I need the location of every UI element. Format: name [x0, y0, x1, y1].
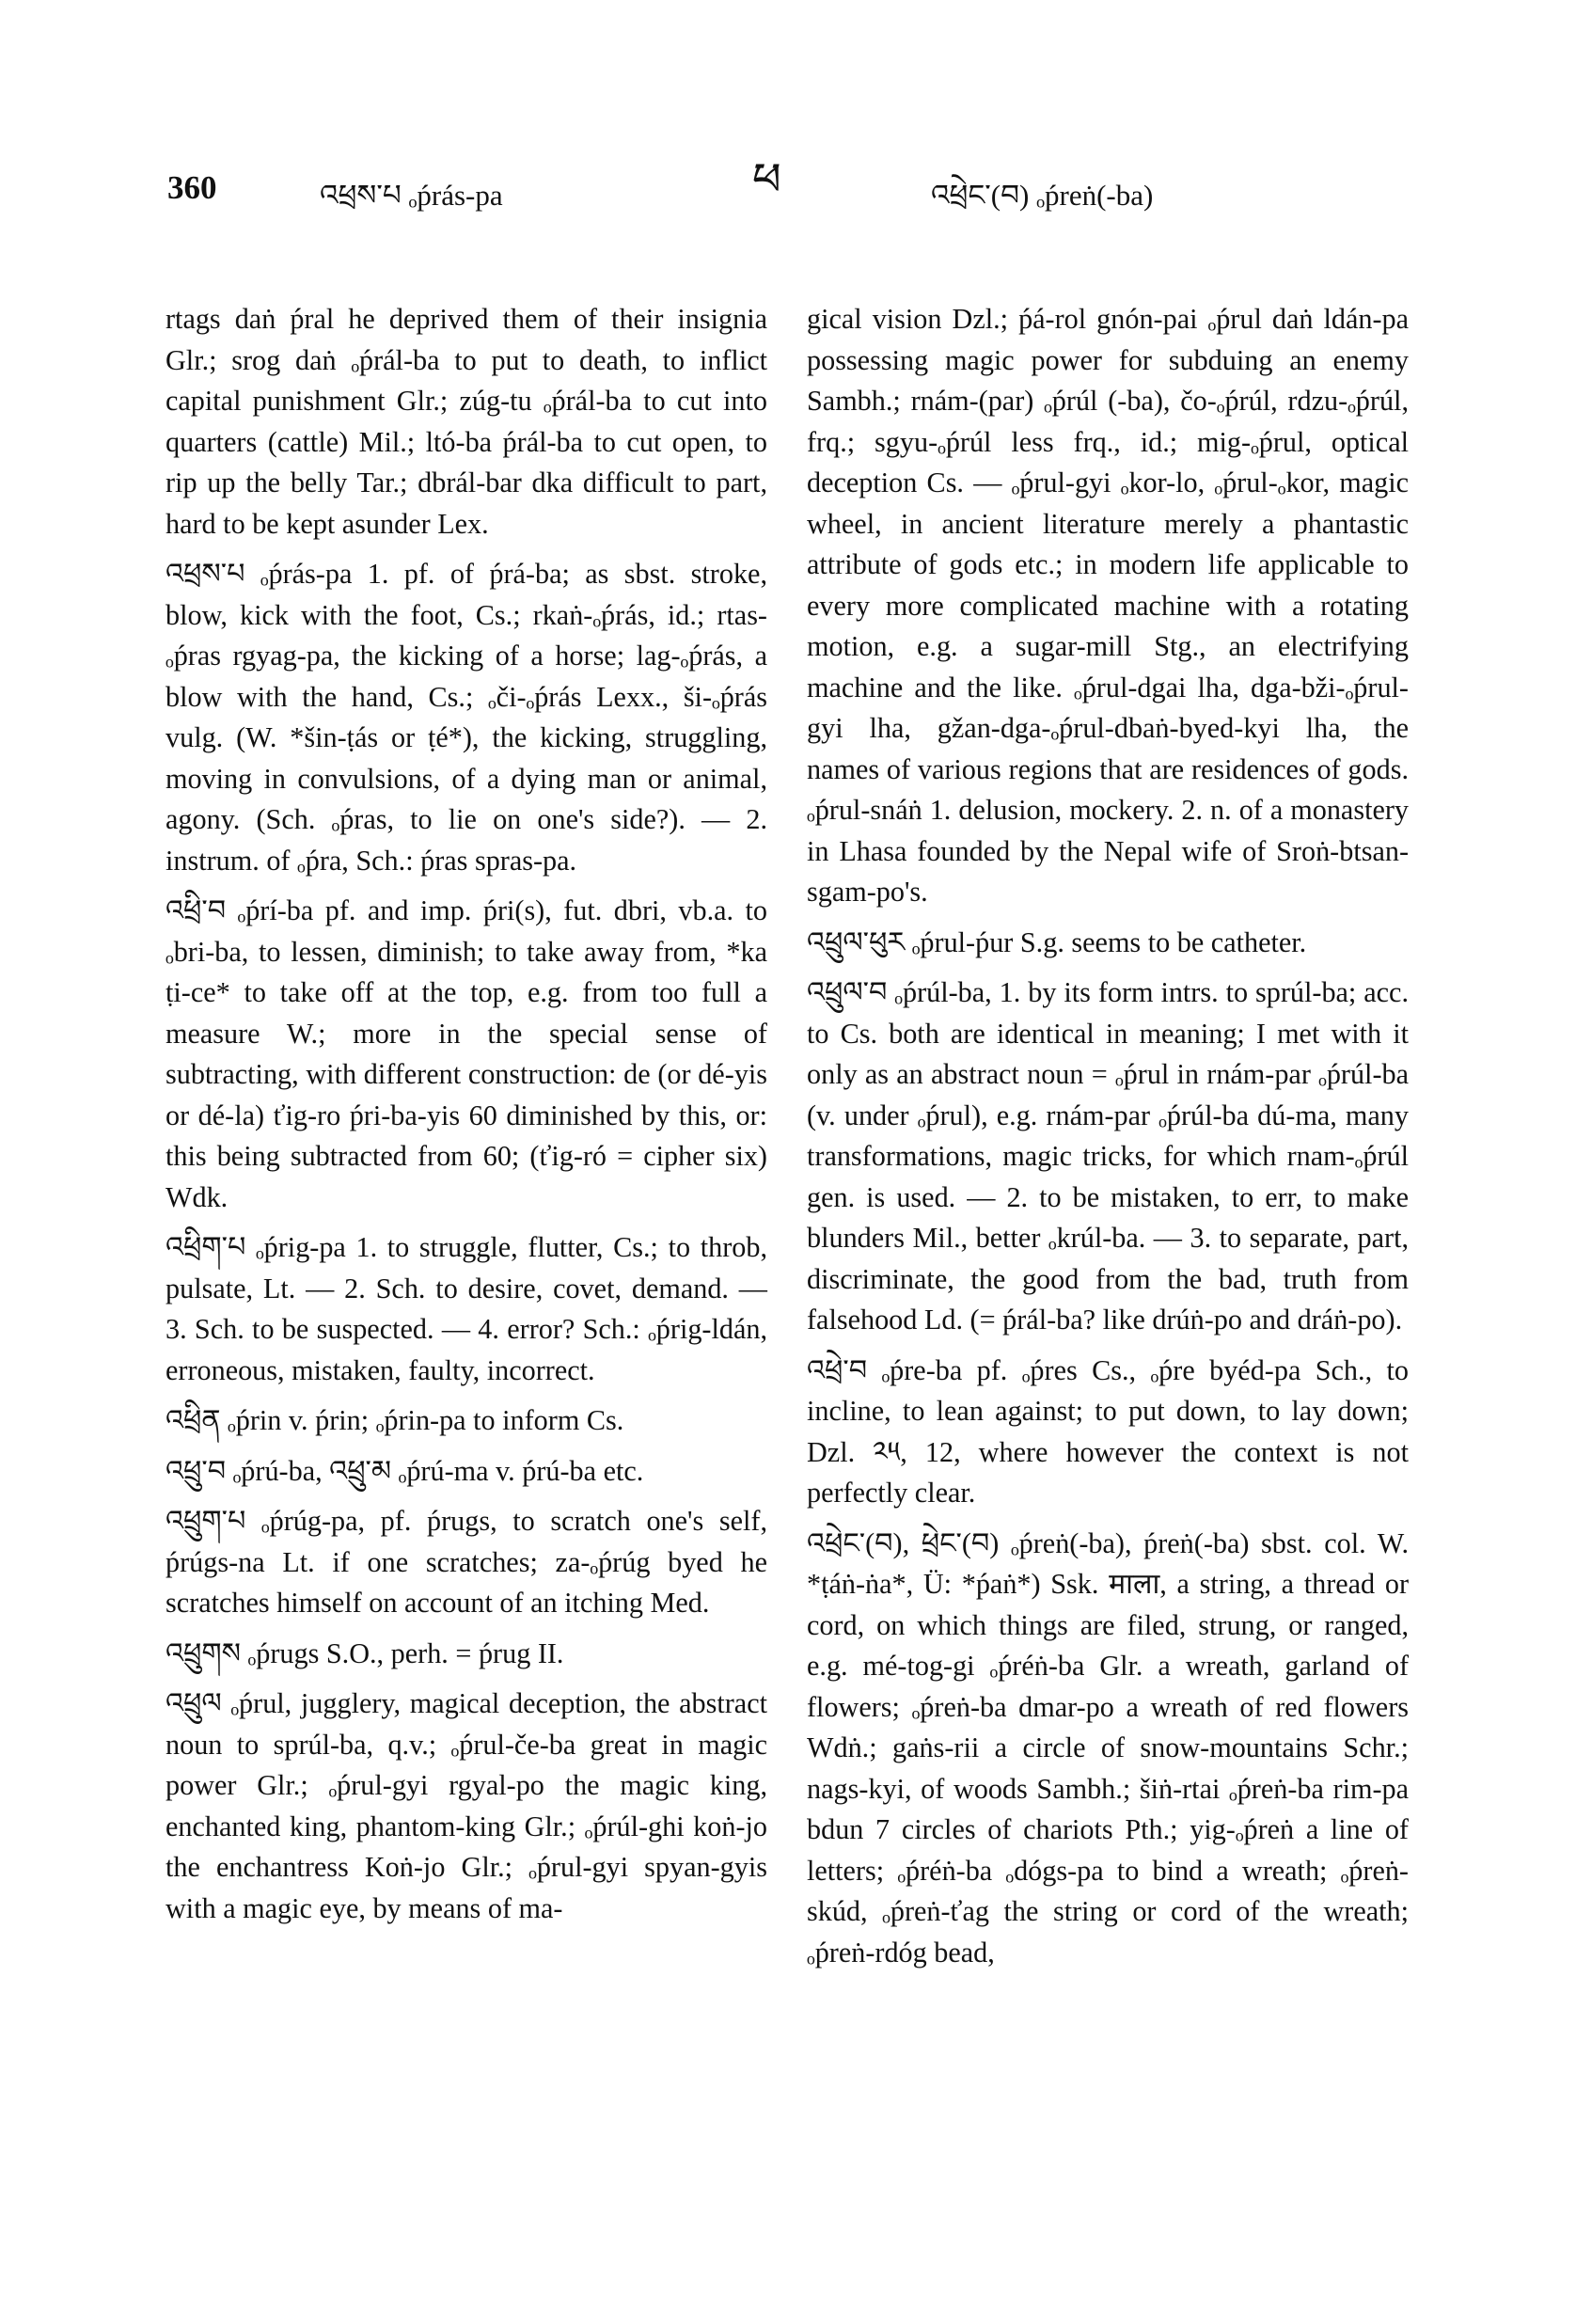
left-column — [165, 299, 767, 1938]
entry-paragraph: འཕྲུལ་ཕུར ₒṕrul-ṕur S.g. seems to be catheter. — [807, 925, 1307, 958]
right-column — [807, 299, 1409, 1983]
entry-paragraph: འཕྲུགས ₒṕrugs S.O., perh. = ṕrug II. — [165, 1636, 564, 1669]
entry-paragraph: འཕྲུ་བ ₒṕrú-ba, འཕྲུ་མ ₒṕrú-ma v. ṕrú-ba etc. — [165, 1454, 644, 1487]
header-section-letter: ཕ — [752, 155, 781, 205]
page-number: 360 — [167, 169, 217, 206]
entry-paragraph: འཕྲས་པ ₒṕrás-pa 1. pf. of ṕrá-ba; as sbst. stroke, blow, kick with the foot, Cs.; rkaṅ-ₒṕrás, id.; rtas-ₒṕras rgyag-pa, the kicking of a horse; lag-ₒṕrás, a blow with the hand, Cs.; ₒči-ₒṕrás Lexx., ši-ₒṕrás vulg. (W. *šin-ṭás or ṭé*), the kicking, struggling, moving in convulsions, of a dying man or animal, agony. (Sch. ₒṕras, to lie on one's side?). — 2. instrum. of ₒṕra, Sch.: ṕras spras-pa. — [165, 558, 767, 877]
entry-paragraph: gical vision Dzl.; ṕá-rol gnón-pai ₒṕrul daṅ ldán-pa possessing magic power for subduing an enemy Sambh.; rnám-(par) ₒṕrúl (-ba), čo-ₒṕrúl, rdzu-ₒṕrúl, frq.; sgyu-ₒṕrúl less frq., id.; mig-ₒṕrul, optical deception Cs. — ₒṕrul-gyi ₒkor-lo, ₒṕrul-ₒkor, magic wheel, in ancient literature merely a phantastic attribute of gods etc.; in modern life applicable to every more complicated machine with a rotating motion, e.g. a sugar-mill Stg., an electrifying machine and the like. ₒṕrul-dgai lha, dga-bži-ₒṕrul-gyi lha, gžan-dga-ₒṕrul-dbaṅ-byed-kyi lha, the names of various regions that are residences of gods. ₒṕrul-snáṅ 1. delusion, mockery. 2. n. of a monastery in Lhasa founded by the Nepal wife of Sroṅ-btsan-sgam-po's. — [807, 303, 1409, 908]
entry-paragraph: འཕྲིན ₒṕrin v. ṕrin; ₒṕrin-pa to inform Cs. — [165, 1404, 624, 1436]
entry-paragraph: འཕྲེ་བ ₒṕre-ba pf. ₒṕres Cs., ₒṕre byéd-pa Sch., to incline, to lean against; to put down, to lay down; Dzl. ༢༥, 12, where however the context is not perfectly clear. — [807, 1353, 1409, 1509]
entry-paragraph: འཕྲི་བ ₒṕrí-ba pf. and imp. ṕri(s), fut. dbri, vb.a. to ₒbri-ba, to lessen, diminish; to take away from, *ka ṭi-ce* to take off at the top, e.g. from too full a measure W.; more in the special sense of subtracting, with different construction: de (or dé-yis or dé-la) ťig-ro ṕri-ba-yis 60 diminished by this, or: this being subtracted from 60; (ťig-ró = cipher six) Wdk. — [165, 894, 767, 1213]
entry-paragraph: rtags daṅ ṕral he deprived them of their insignia Glr.; srog daṅ ₒṕrál-ba to put to death, to inflict capital punishment Glr.; zúg-tu ₒṕrál-ba to cut into quarters (cattle) Mil.; ltó-ba ṕrál-ba to cut open, to rip up the belly Tar.; dbrál-bar dka difficult to part, hard to be kept asunder Lex. — [165, 303, 767, 540]
entry-paragraph: འཕྲེང་(བ), ཕྲེང་(བ) ₒṕreṅ(-ba), ṕreṅ(-ba) sbst. col. W. *ṭáṅ-ṅa*, Ü: *ṕaṅ*) Ssk. माला, a string, a thread or cord, on which things are filed, strung, or ranged, e.g. mé-tog-gi ₒṕréṅ-ba Glr. a wreath, garland of flowers; ₒṕreṅ-ba dmar-po a wreath of red flowers Wdṅ.; gaṅs-rii a circle of snow-mountains Schr.; nags-kyi, of woods Sambh.; šiṅ-rtai ₒṕreṅ-ba rim-pa bdun 7 circles of chariots Pth.; yig-ₒṕreṅ a line of letters; ₒṕréṅ-ba ₒdógs-pa to bind a wreath; ₒṕreṅ-skúd, ₒṕreṅ-ťag the string or cord of the wreath; ₒṕreṅ-rdóg bead, — [807, 1526, 1409, 1968]
entry-paragraph: འཕྲུལ ₒṕrul, jugglery, magical deception, the abstract noun to sprúl-ba, q.v.; ₒṕrul-če-ba great in magic power Glr.; ₒṕrul-gyi rgyal-po the magic king, enchanted king, phantom-king Glr.; ₒṕrúl-ghi koṅ-jo the enchantress Koṅ-jo Glr.; ₒṕrul-gyi spyan-gyis with a magic eye, by means of ma- — [165, 1687, 767, 1924]
header-left-guide-word: འཕྲས་པ ₒṕrás-pa — [320, 179, 503, 212]
entry-paragraph: འཕྲུག་པ ₒṕrúg-pa, pf. ṕrugs, to scratch one's self, ṕrúgs-na Lt. if one scratches; za-ₒṕrúg byed he scratches himself on account of an itching Med. — [165, 1505, 767, 1619]
header-right-guide-word: འཕྲེང་(བ) ₒṕreṅ(-ba) — [931, 179, 1154, 212]
entry-paragraph: འཕྲིག་པ ₒṕrig-pa 1. to struggle, flutter, Cs.; to throb, pulsate, Lt. — 2. Sch. to desire, covet, demand. — 3. Sch. to be suspected. — 4. error? Sch.: ₒṕrig-ldán, erroneous, mistaken, faulty, incorrect. — [165, 1231, 767, 1386]
entry-paragraph: འཕྲུལ་བ ₒṕrúl-ba, 1. by its form intrs. to sprúl-ba; acc. to Cs. both are identical in meaning; I met with it only as an abstract noun = ₒṕrul in rnám-par ₒṕrúl-ba (v. under ₒṕrul), e.g. rnám-par ₒṕrúl-ba dú-ma, many transformations, magic tricks, for which rnam-ₒṕrúl gen. is used. — 2. to be mistaken, to err, to make blunders Mil., better ₒkrúl-ba. — 3. to separate, part, discriminate, the good from the bad, truth from falsehood Ld. (= ṕrál-ba? like drúṅ-po and dráṅ-po). — [807, 976, 1409, 1336]
